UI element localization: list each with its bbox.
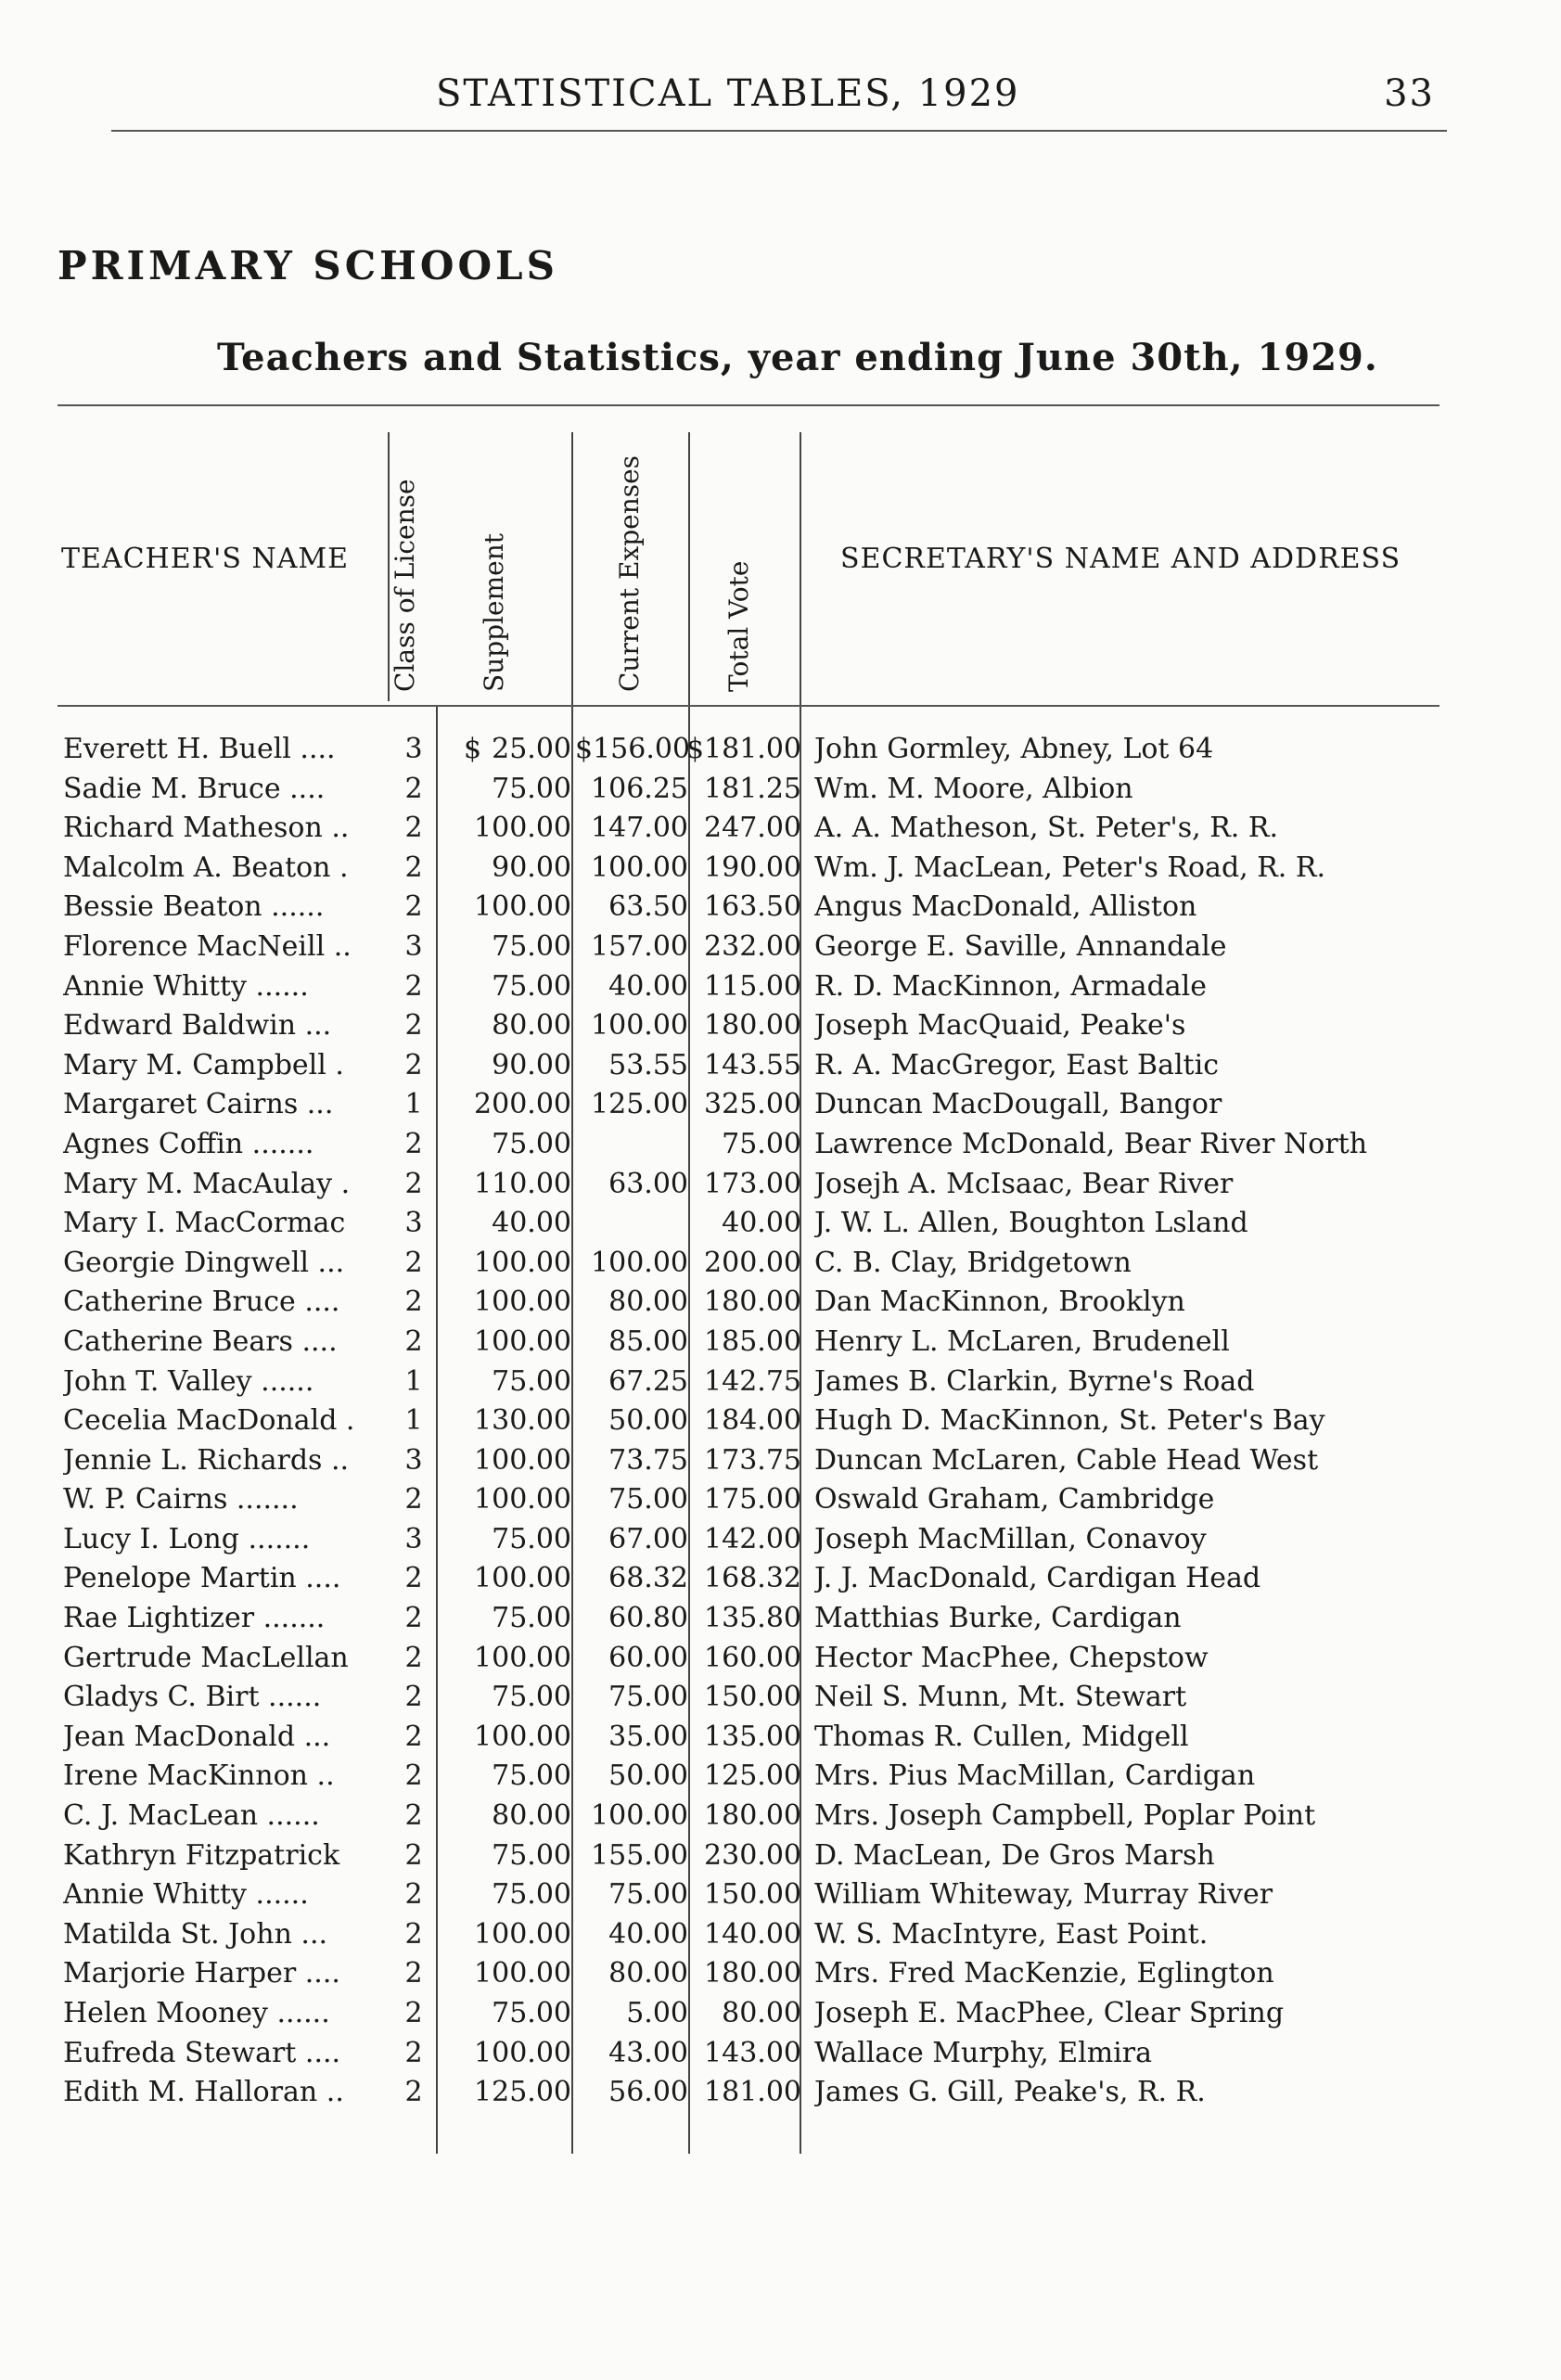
table-row (0, 1562, 1561, 1602)
table-row (0, 1523, 1561, 1563)
class-cell: 2 (404, 812, 423, 845)
total-vote-cell: 232.00 (704, 929, 801, 963)
supplement-cell: 40.00 (492, 1207, 571, 1240)
supplement-cell: 200.00 (474, 1088, 571, 1121)
total-vote-cell: 40.00 (722, 1207, 801, 1240)
supplement-cell: 75.00 (492, 929, 571, 963)
table-row (0, 2076, 1561, 2116)
supplement-cell: 100.00 (474, 1917, 571, 1951)
table-row (0, 851, 1561, 891)
table-row (0, 1997, 1561, 2037)
header-total-vote: Total Vote (723, 560, 754, 692)
teacher-name-cell: C. J. MacLean ...... (63, 1799, 320, 1833)
class-cell: 2 (404, 890, 423, 924)
teacher-name-cell: Catherine Bears .... (63, 1324, 338, 1358)
secretary-cell: Thomas R. Cullen, Midgell (814, 1720, 1189, 1753)
class-cell: 2 (404, 1562, 423, 1595)
total-vote-cell: 230.00 (704, 1838, 801, 1872)
class-cell: 2 (404, 969, 423, 1003)
supplement-cell: 75.00 (492, 1838, 571, 1872)
supplement-cell: 110.00 (474, 1167, 571, 1200)
secretary-cell: D. MacLean, De Gros Marsh (814, 1838, 1215, 1872)
secretary-cell: Dan MacKinnon, Brooklyn (814, 1286, 1185, 1319)
current-expenses-cell: $156.00 (575, 733, 691, 765)
class-cell: 2 (404, 851, 423, 884)
secretary-cell: A. A. Matheson, St. Peter's, R. R. (814, 812, 1278, 845)
secretary-cell: Matthias Burke, Cardigan (814, 1602, 1182, 1635)
secretary-cell: Joseph MacQuaid, Peake's (814, 1009, 1186, 1043)
total-vote-cell: 125.00 (704, 1759, 801, 1793)
class-cell: 2 (404, 1246, 423, 1279)
supplement-cell: 130.00 (474, 1404, 571, 1438)
teacher-name-cell: Richard Matheson .. (63, 812, 350, 845)
current-expenses-cell: 155.00 (591, 1838, 688, 1872)
current-expenses-cell: 68.32 (608, 1562, 688, 1595)
supplement-cell: 100.00 (474, 1246, 571, 1279)
secretary-cell: Mrs. Fred MacKenzie, Eglington (814, 1957, 1274, 1990)
teacher-name-cell: Irene MacKinnon .. (63, 1759, 335, 1793)
class-cell: 2 (404, 1009, 423, 1043)
total-vote-cell: 184.00 (704, 1404, 801, 1438)
teacher-name-cell: Mary I. MacCormac (63, 1207, 346, 1240)
table-row (0, 1642, 1561, 1682)
current-expenses-cell: 53.55 (608, 1048, 688, 1081)
total-vote-cell: 175.00 (704, 1483, 801, 1516)
class-cell: 2 (404, 1720, 423, 1753)
current-expenses-cell: 60.80 (608, 1602, 688, 1635)
total-vote-cell: 163.50 (704, 890, 801, 924)
supplement-cell: 100.00 (474, 1957, 571, 1990)
teacher-name-cell: Gladys C. Birt ...... (63, 1681, 322, 1714)
secretary-cell: John Gormley, Abney, Lot 64 (814, 733, 1214, 765)
current-expenses-cell: 75.00 (608, 1681, 688, 1714)
supplement-cell: 100.00 (474, 1286, 571, 1319)
table-row (0, 1957, 1561, 1997)
total-vote-cell: 200.00 (704, 1246, 801, 1279)
secretary-cell: Neil S. Munn, Mt. Stewart (814, 1681, 1187, 1714)
teacher-name-cell: Kathryn Fitzpatrick (63, 1838, 340, 1872)
current-expenses-cell: 80.00 (608, 1286, 688, 1319)
teacher-name-cell: Cecelia MacDonald . (63, 1404, 355, 1438)
teacher-name-cell: Bessie Beaton ...... (63, 890, 325, 924)
current-expenses-cell: 73.75 (608, 1443, 688, 1477)
class-cell: 2 (404, 2036, 423, 2069)
total-vote-cell: 325.00 (704, 1088, 801, 1121)
table-row (0, 930, 1561, 970)
current-expenses-cell: 106.25 (591, 772, 688, 805)
secretary-cell: Oswald Graham, Cambridge (814, 1483, 1215, 1516)
class-cell: 2 (404, 1641, 423, 1674)
secretary-cell: Hector MacPhee, Chepstow (814, 1641, 1209, 1674)
table-row (0, 1759, 1561, 1799)
current-expenses-cell: 43.00 (608, 2036, 688, 2069)
class-cell: 2 (404, 1286, 423, 1319)
supplement-cell: 75.00 (492, 969, 571, 1003)
current-expenses-cell: 85.00 (608, 1324, 688, 1358)
class-cell: 2 (404, 1997, 423, 2029)
teacher-name-cell: Annie Whitty ...... (63, 969, 309, 1003)
teacher-name-cell: Annie Whitty ...... (63, 1878, 309, 1912)
secretary-cell: J. W. L. Allen, Boughton Lsland (814, 1207, 1248, 1240)
teacher-name-cell: Jean MacDonald ... (63, 1720, 331, 1753)
supplement-cell: 75.00 (492, 1878, 571, 1912)
class-cell: 2 (404, 2076, 423, 2109)
table-row (0, 1325, 1561, 1365)
total-vote-cell: 180.00 (704, 1799, 801, 1833)
header-teacher-name: TEACHER'S NAME (61, 543, 350, 575)
current-expenses-cell: 100.00 (591, 851, 688, 884)
header-supplement: Supplement (479, 533, 509, 692)
total-vote-cell: 150.00 (704, 1681, 801, 1714)
class-cell: 1 (404, 1404, 423, 1438)
total-vote-cell: 142.75 (704, 1364, 801, 1398)
teacher-name-cell: Jennie L. Richards .. (63, 1443, 350, 1477)
total-vote-cell: 135.80 (704, 1602, 801, 1635)
class-cell: 2 (404, 1759, 423, 1793)
supplement-cell: 100.00 (474, 1562, 571, 1595)
current-expenses-cell: 5.00 (626, 1997, 688, 2029)
current-expenses-cell: 56.00 (608, 2076, 688, 2109)
supplement-cell: 100.00 (474, 890, 571, 924)
total-vote-cell: 247.00 (704, 812, 801, 845)
class-cell: 2 (404, 1048, 423, 1081)
secretary-cell: Henry L. McLaren, Brudenell (814, 1324, 1230, 1358)
teacher-name-cell: Lucy I. Long ....... (63, 1522, 311, 1555)
supplement-cell: 100.00 (474, 2036, 571, 2069)
supplement-cell: 75.00 (492, 1364, 571, 1398)
header-bottom-rule (58, 705, 1439, 707)
secretary-cell: Joseph MacMillan, Conavoy (814, 1522, 1207, 1555)
secretary-cell: Angus MacDonald, Alliston (814, 890, 1197, 924)
class-cell: 2 (404, 1324, 423, 1358)
secretary-cell: James B. Clarkin, Byrne's Road (814, 1364, 1255, 1398)
class-cell: 2 (404, 1878, 423, 1912)
secretary-cell: William Whiteway, Murray River (814, 1878, 1273, 1912)
class-cell: 2 (404, 1483, 423, 1516)
secretary-cell: J. J. MacDonald, Cardigan Head (814, 1562, 1261, 1595)
teacher-name-cell: Rae Lightizer ....... (63, 1602, 326, 1635)
supplement-cell: 100.00 (474, 812, 571, 845)
total-vote-cell: 150.00 (704, 1878, 801, 1912)
total-vote-cell: 143.55 (704, 1048, 801, 1081)
secretary-cell: C. B. Clay, Bridgetown (814, 1246, 1132, 1279)
header-secretary: SECRETARY'S NAME AND ADDRESS (840, 543, 1401, 575)
teacher-name-cell: W. P. Cairns ....... (63, 1483, 299, 1516)
current-expenses-cell: 63.50 (608, 890, 688, 924)
total-vote-cell: 160.00 (704, 1641, 801, 1674)
teacher-name-cell: Florence MacNeill .. (63, 929, 352, 963)
table-row (0, 890, 1561, 930)
current-expenses-cell: 80.00 (608, 1957, 688, 1990)
total-vote-cell: 168.32 (704, 1562, 801, 1595)
teacher-name-cell: Margaret Cairns ... (63, 1088, 334, 1121)
current-expenses-cell: 67.00 (608, 1522, 688, 1555)
current-expenses-cell: 50.00 (608, 1759, 688, 1793)
table-row (0, 1168, 1561, 1208)
supplement-cell: 90.00 (492, 851, 571, 884)
class-cell: 2 (404, 1167, 423, 1200)
page-number: 33 (1384, 72, 1435, 115)
secretary-cell: James G. Gill, Peake's, R. R. (814, 2076, 1206, 2109)
total-vote-cell: 75.00 (722, 1127, 801, 1160)
table-row (0, 1799, 1561, 1839)
table-row (0, 970, 1561, 1010)
table-row (0, 733, 1561, 773)
teacher-name-cell: Eufreda Stewart .... (63, 2036, 341, 2069)
teacher-name-cell: Mary M. MacAulay . (63, 1167, 351, 1200)
teacher-name-cell: John T. Valley ...... (63, 1364, 314, 1398)
teacher-name-cell: Sadie M. Bruce .... (63, 772, 326, 805)
secretary-cell: Wm. M. Moore, Albion (814, 772, 1133, 805)
current-expenses-cell: 125.00 (591, 1088, 688, 1121)
teacher-name-cell: Marjorie Harper .... (63, 1957, 340, 1990)
total-vote-cell: 180.00 (704, 1286, 801, 1319)
secretary-cell: R. A. MacGregor, East Baltic (814, 1048, 1219, 1081)
secretary-cell: Mrs. Joseph Campbell, Poplar Point (814, 1799, 1316, 1833)
table-row (0, 1365, 1561, 1405)
total-vote-cell: 143.00 (704, 2036, 801, 2069)
table-row (0, 1918, 1561, 1958)
secretary-cell: Josejh A. McIsaac, Bear River (814, 1167, 1234, 1200)
total-vote-cell: 181.00 (704, 2076, 801, 2109)
teacher-name-cell: Georgie Dingwell ... (63, 1246, 345, 1279)
teacher-name-cell: Helen Mooney ...... (63, 1997, 330, 2029)
current-expenses-cell: 40.00 (608, 1917, 688, 1951)
secretary-cell: Lawrence McDonald, Bear River North (814, 1127, 1368, 1160)
table-row (0, 1602, 1561, 1642)
supplement-cell: 90.00 (492, 1048, 571, 1081)
supplement-cell: 100.00 (474, 1443, 571, 1477)
current-expenses-cell: 100.00 (591, 1009, 688, 1043)
secretary-cell: Joseph E. MacPhee, Clear Spring (814, 1997, 1285, 2029)
supplement-cell: 75.00 (492, 1522, 571, 1555)
column-rule (388, 432, 390, 701)
supplement-cell: 75.00 (492, 1997, 571, 2029)
teacher-name-cell: Agnes Coffin ....... (63, 1127, 314, 1160)
total-vote-cell: 180.00 (704, 1957, 801, 1990)
table-row (0, 1681, 1561, 1721)
header-rule (111, 130, 1447, 132)
table-row (0, 1286, 1561, 1325)
teacher-name-cell: Edward Baldwin ... (63, 1009, 332, 1043)
class-cell: 2 (404, 1127, 423, 1160)
secretary-cell: Hugh D. MacKinnon, St. Peter's Bay (814, 1404, 1325, 1438)
current-expenses-cell: 147.00 (591, 812, 688, 845)
current-expenses-cell: 157.00 (591, 929, 688, 963)
table-row (0, 1207, 1561, 1247)
supplement-cell: 80.00 (492, 1009, 571, 1043)
table-row (0, 1049, 1561, 1089)
class-cell: 2 (404, 1602, 423, 1635)
table-row (0, 1483, 1561, 1523)
total-vote-cell: 135.00 (704, 1720, 801, 1753)
current-expenses-cell: 63.00 (608, 1167, 688, 1200)
supplement-cell: 100.00 (474, 1324, 571, 1358)
class-cell: 2 (404, 1799, 423, 1833)
table-top-rule (58, 404, 1439, 406)
secretary-cell: Duncan McLaren, Cable Head West (814, 1443, 1319, 1477)
supplement-cell: 75.00 (492, 1759, 571, 1793)
teacher-name-cell: Malcolm A. Beaton . (63, 851, 349, 884)
teacher-name-cell: Everett H. Buell .... (63, 733, 336, 765)
table-row (0, 812, 1561, 851)
total-vote-cell: 181.25 (704, 772, 801, 805)
secretary-cell: Wallace Murphy, Elmira (814, 2036, 1152, 2069)
class-cell: 2 (404, 1917, 423, 1951)
supplement-cell: 100.00 (474, 1720, 571, 1753)
total-vote-cell: 140.00 (704, 1917, 801, 1951)
teacher-name-cell: Matilda St. John ... (63, 1917, 328, 1951)
secretary-cell: R. D. MacKinnon, Armadale (814, 969, 1208, 1003)
teacher-name-cell: Mary M. Campbell . (63, 1048, 344, 1081)
supplement-cell: 75.00 (492, 772, 571, 805)
total-vote-cell: 115.00 (704, 969, 801, 1003)
supplement-cell: 25.00 (492, 733, 571, 765)
current-expenses-cell: 75.00 (608, 1878, 688, 1912)
class-cell: 3 (404, 1522, 423, 1555)
table-row (0, 1009, 1561, 1049)
table-row (0, 1444, 1561, 1484)
teacher-name-cell: Catherine Bruce .... (63, 1286, 340, 1319)
table-row (0, 1128, 1561, 1168)
table-row (0, 1878, 1561, 1918)
supplement-cell: 75.00 (492, 1602, 571, 1635)
dollar-sign: $ (464, 733, 482, 765)
secretary-cell: Mrs. Pius MacMillan, Cardigan (814, 1759, 1256, 1793)
table-row (0, 1721, 1561, 1760)
total-vote-cell: 142.00 (704, 1522, 801, 1555)
section-title: PRIMARY SCHOOLS (58, 243, 558, 288)
supplement-cell: 75.00 (492, 1681, 571, 1714)
class-cell: 1 (404, 1088, 423, 1121)
class-cell: 2 (404, 772, 423, 805)
current-expenses-cell: 100.00 (591, 1246, 688, 1279)
class-cell: 3 (404, 1207, 423, 1240)
current-expenses-cell: 50.00 (608, 1404, 688, 1438)
class-cell: 1 (404, 1364, 423, 1398)
current-expenses-cell: 35.00 (608, 1720, 688, 1753)
table-row (0, 1088, 1561, 1128)
supplement-cell: 75.00 (492, 1127, 571, 1160)
header-class-of-license: Class of License (390, 479, 420, 692)
supplement-cell: 80.00 (492, 1799, 571, 1833)
header-current-expenses: Current Expenses (614, 454, 645, 692)
total-vote-cell: 173.75 (704, 1443, 801, 1477)
table-subtitle: Teachers and Statistics, year ending June 30th, 1929. (217, 336, 1378, 379)
total-vote-cell: 180.00 (704, 1009, 801, 1043)
class-cell: 3 (404, 1443, 423, 1477)
supplement-cell: 100.00 (474, 1641, 571, 1674)
class-cell: 3 (404, 929, 423, 963)
teacher-name-cell: Penelope Martin .... (63, 1562, 341, 1595)
current-expenses-cell: 100.00 (591, 1799, 688, 1833)
table-row (0, 1839, 1561, 1879)
current-expenses-cell: 40.00 (608, 969, 688, 1003)
table-row (0, 1247, 1561, 1286)
teacher-name-cell: Edith M. Halloran .. (63, 2076, 344, 2109)
secretary-cell: George E. Saville, Annandale (814, 929, 1227, 963)
total-vote-cell: 80.00 (722, 1997, 801, 2029)
current-expenses-cell: 75.00 (608, 1483, 688, 1516)
table-row (0, 2037, 1561, 2077)
total-vote-cell: 181.00 (704, 733, 801, 765)
total-vote-cell: 185.00 (704, 1324, 801, 1358)
supplement-cell: 100.00 (474, 1483, 571, 1516)
total-vote-cell: 190.00 (704, 851, 801, 884)
total-vote-cell: 173.00 (704, 1167, 801, 1200)
class-cell: 2 (404, 1838, 423, 1872)
class-cell: 2 (404, 1681, 423, 1714)
current-expenses-cell: 67.25 (608, 1364, 688, 1398)
supplement-cell: 125.00 (474, 2076, 571, 2109)
secretary-cell: Wm. J. MacLean, Peter's Road, R. R. (814, 851, 1326, 884)
current-expenses-cell: 60.00 (608, 1641, 688, 1674)
running-title: STATISTICAL TABLES, 1929 (436, 72, 1020, 115)
table-row (0, 773, 1561, 813)
dollar-sign: $ (686, 733, 705, 765)
class-cell: 3 (404, 733, 423, 765)
secretary-cell: W. S. MacIntyre, East Point. (814, 1917, 1209, 1951)
table-row (0, 1404, 1561, 1444)
secretary-cell: Duncan MacDougall, Bangor (814, 1088, 1222, 1121)
teacher-name-cell: Gertrude MacLellan (63, 1641, 349, 1674)
class-cell: 2 (404, 1957, 423, 1990)
table-body (0, 733, 1561, 2116)
